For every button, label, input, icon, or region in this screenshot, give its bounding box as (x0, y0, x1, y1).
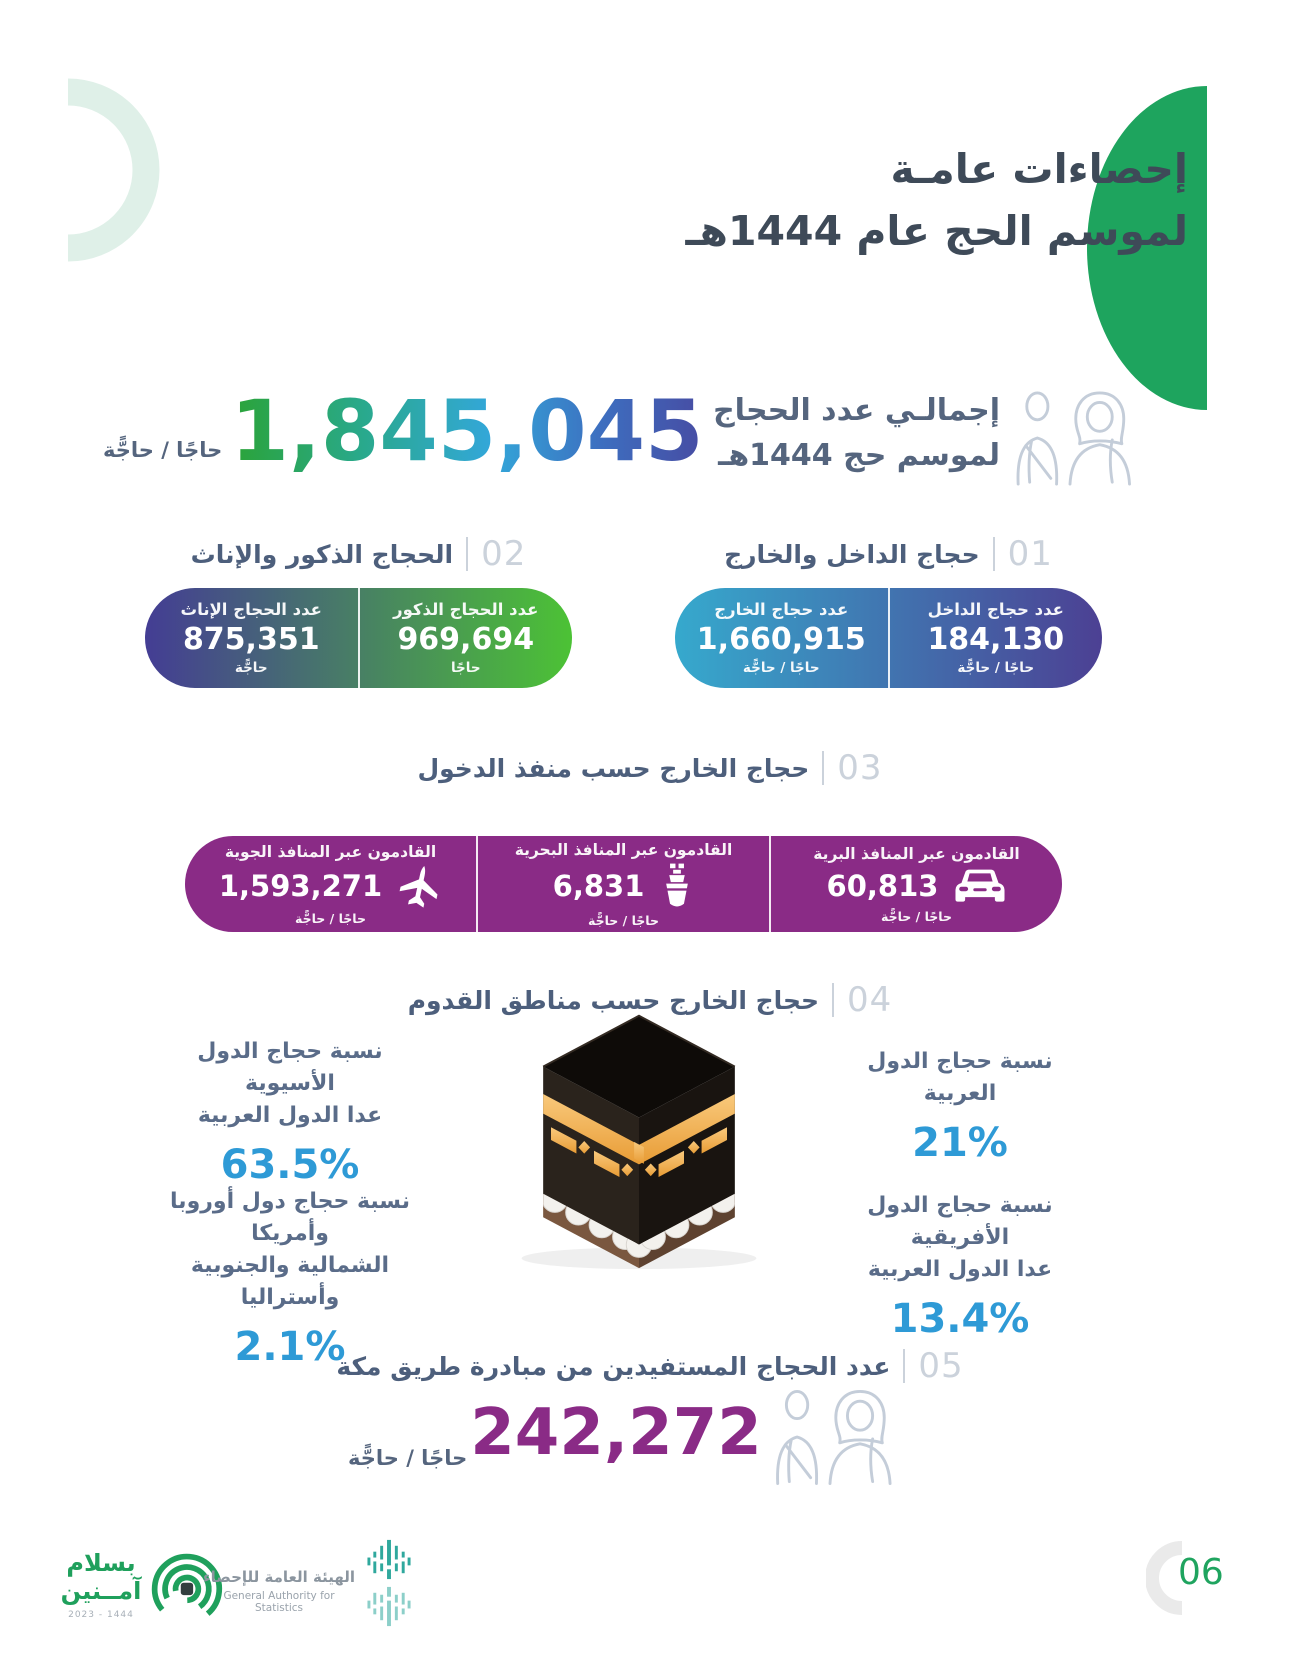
section-title: حجاج الداخل والخارج (724, 539, 980, 569)
cell-divider (476, 836, 478, 932)
page-title-line2: لموسم الحج عام 1444هـ (685, 207, 1188, 256)
cell-value: 60,813 (826, 868, 939, 903)
total-pilgrims-label (713, 388, 1000, 478)
cell-label: عدد حجاج الداخل (927, 600, 1064, 619)
section-number: 05 (918, 1346, 964, 1386)
cell-unit: حاجًا (450, 660, 481, 676)
section-header-ports (250, 748, 1050, 788)
section-separator (832, 983, 834, 1017)
stat-asian-countries (160, 1036, 420, 1188)
section-header-inout (675, 534, 1102, 574)
cell-label: عدد حجاج الخارج (714, 600, 849, 619)
entry-ports-bar (185, 836, 1062, 932)
inout-stat-bar (675, 588, 1102, 688)
section-title: عدد الحجاج المستفيدين من مبادرة طريق مكة (336, 1351, 891, 1381)
total-label-line1: إجمالـي عدد الحجاج (713, 393, 1000, 428)
section-header-makkah-route (250, 1346, 1050, 1386)
stat-europe-americas-australia (140, 1186, 440, 1370)
cell-value: 184,130 (927, 622, 1065, 657)
cell-unit: حاجًا / حاجًّة (957, 660, 1035, 676)
gastat-arabic-name: الهيئة العامة للإحصاء (203, 1568, 355, 1586)
page-title-line1: إحصاءات عامـة (890, 145, 1188, 193)
cell-unit: حاجًا / حاجًّة (881, 908, 952, 924)
mint-arc-decoration (52, 78, 164, 262)
section-separator (466, 537, 468, 571)
gastat-wordmark (203, 1568, 355, 1614)
besalam-years: 2023 - 1444 (68, 1610, 134, 1621)
gastat-logo (358, 1536, 420, 1630)
cell-unit: حاجًا / حاجًّة (742, 660, 820, 676)
section-title: حجاج الخارج حسب منفذ الدخول (417, 753, 810, 783)
air-ports-cell (185, 836, 476, 932)
cell-unit: حاجًا / حاجًّة (295, 910, 366, 926)
cell-label: القادمون عبر المنافذ البحرية (514, 840, 733, 859)
cell-divider (888, 588, 890, 688)
stat-value: 21% (912, 1119, 1008, 1166)
stat-value: 2.1% (234, 1323, 346, 1370)
stat-label: نسبة حجاج الدول العربية (867, 1049, 1053, 1106)
stat-value: 63.5% (220, 1141, 360, 1188)
land-ports-cell (771, 836, 1062, 932)
pilgrims-icon (768, 1388, 892, 1486)
cell-value: 6,831 (552, 868, 645, 903)
female-pilgrims-cell (145, 588, 358, 688)
stat-african-countries (835, 1190, 1085, 1342)
section-number: 01 (1007, 534, 1053, 574)
cell-value: 1,593,271 (218, 868, 383, 903)
cell-divider (358, 588, 360, 688)
makkah-route-value: 242,272 (470, 1396, 762, 1470)
total-label-line2: لموسم حج 1444هـ (718, 438, 1000, 473)
besalam-amneen-wordmark: بسلام آمــنين 2023 - 1444 (56, 1550, 146, 1621)
sea-ports-cell (478, 836, 769, 932)
section-separator (903, 1349, 905, 1383)
cell-unit: حاجًا / حاجًّة (588, 912, 659, 928)
plane-icon (398, 864, 442, 908)
cell-divider (769, 836, 771, 932)
cell-label: القادمون عبر المنافذ الجوية (224, 842, 437, 861)
stat-arab-countries (845, 1046, 1075, 1166)
stat-value: 13.4% (890, 1295, 1030, 1342)
stat-label: نسبة حجاج الدول الأسيوية عدا الدول العربية (197, 1039, 383, 1128)
stat-label: نسبة حجاج دول أوروبا وأمريكا الشمالية والجنوبية وأستراليا (170, 1189, 410, 1310)
page-number: 06 (1178, 1552, 1224, 1593)
gender-stat-bar (145, 588, 572, 688)
section-number: 04 (847, 980, 893, 1020)
exterior-pilgrims-cell (675, 588, 888, 688)
male-pilgrims-cell (360, 588, 573, 688)
section-separator (993, 537, 995, 571)
section-title: الحجاج الذكور والإناث (190, 539, 454, 569)
car-icon (954, 866, 1006, 906)
cell-label: القادمون عبر المنافذ البرية (813, 844, 1020, 863)
pilgrims-icon (1008, 390, 1132, 486)
cell-value: 875,351 (182, 622, 320, 657)
total-pilgrims-unit: حاجًا / حاجًّة (103, 438, 223, 462)
page-title (686, 138, 1188, 263)
cell-label: عدد الحجاج الإناث (180, 600, 322, 619)
makkah-route-unit: حاجًا / حاجًّة (348, 1446, 468, 1470)
section-number: 02 (481, 534, 527, 574)
total-pilgrims-value: 1,845,045 (230, 382, 704, 480)
stat-label: نسبة حجاج الدول الأفريقية عدا الدول العربية (867, 1193, 1053, 1282)
cell-unit: حاجًّة (234, 660, 268, 676)
kaaba-illustration (510, 1006, 768, 1272)
section-number: 03 (837, 748, 883, 788)
gastat-english-name: General Authority for Statistics (223, 1590, 335, 1614)
section-header-gender (145, 534, 572, 574)
interior-pilgrims-cell (890, 588, 1103, 688)
cell-value: 1,660,915 (696, 622, 866, 657)
ship-icon (660, 862, 694, 910)
cell-label: عدد الحجاج الذكور (393, 600, 539, 619)
cell-value: 969,694 (397, 622, 535, 657)
section-separator (822, 751, 824, 785)
section-title: حجاج الخارج حسب مناطق القدوم (407, 985, 820, 1015)
